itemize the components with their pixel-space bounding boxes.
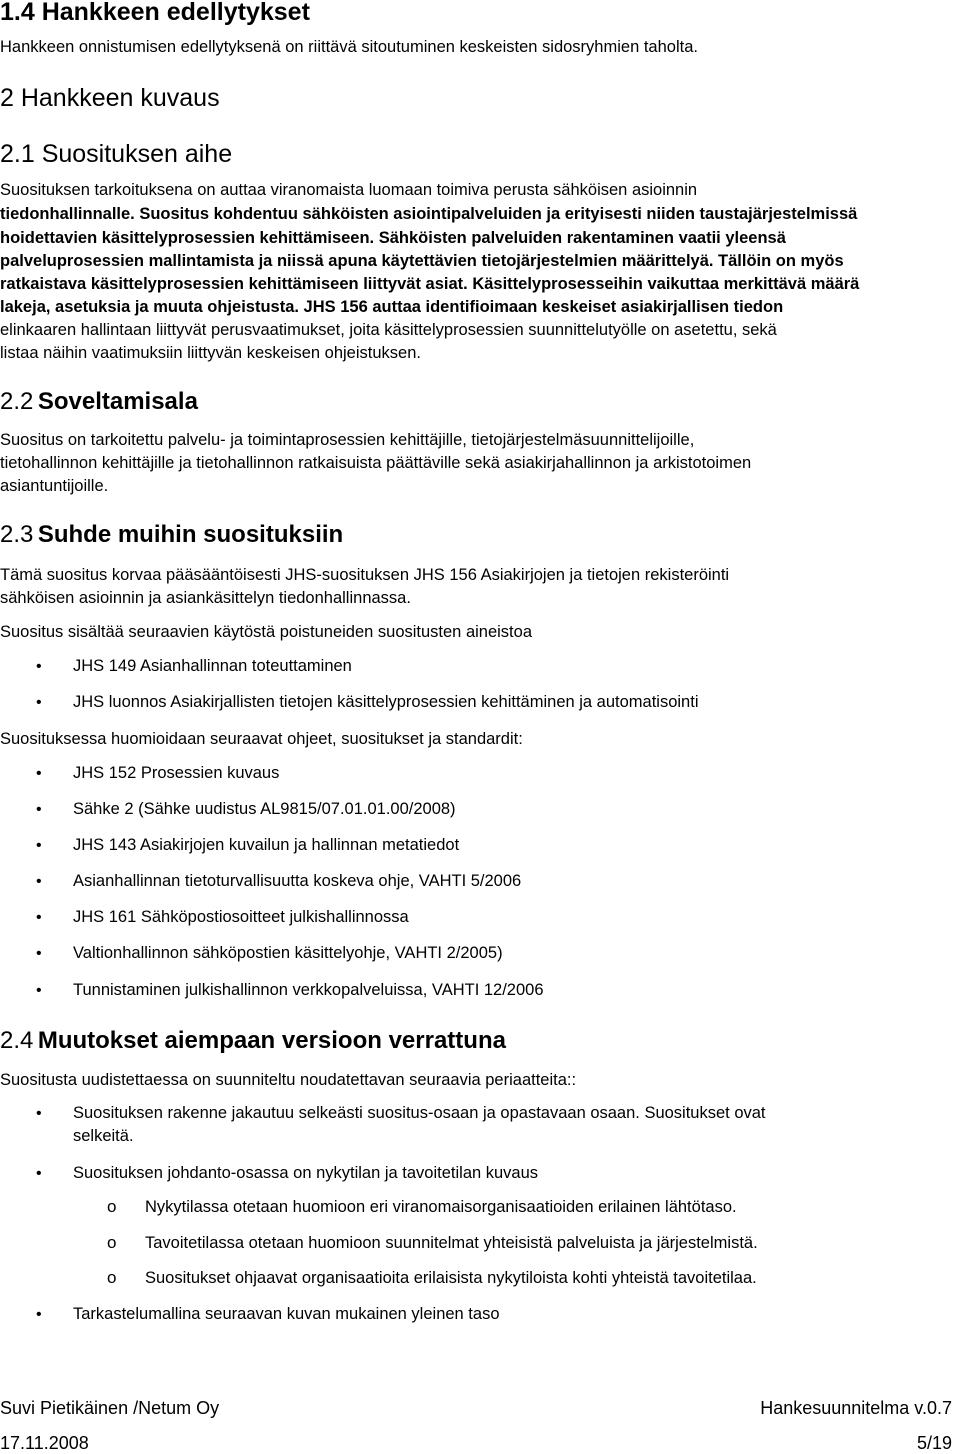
bullet-icon: •	[36, 658, 42, 675]
heading-2-2	[0, 388, 198, 416]
list-item: JHS 143 Asiakirjojen kuvailun ja hallinnan metatiedot	[73, 836, 460, 854]
sub-list-item: Suositukset ohjaavat organisaatioita erilaisista nykytiloista kohti yhteistä tavoitetilaa.	[145, 1269, 757, 1287]
paragraph-2-1-line: listaa näihin vaatimuksiin liittyvän keskeisen ohjeistuksen.	[0, 344, 421, 362]
paragraph-2-2-line: asiantuntijoille.	[0, 477, 109, 495]
paragraph-2-1-line: lakeja, asetuksia ja muuta ohjeistusta. JHS 156 auttaa identifioimaan keskeiset asiakirjallisen tiedon	[0, 298, 784, 316]
list-item: JHS 161 Sähköpostiosoitteet julkishallinnossa	[73, 908, 409, 926]
heading-2-4-title: Muutokset aiempaan versioon verrattuna	[37, 1027, 506, 1054]
paragraph-2-1-line: hoidettavien käsittelyprosessien kehittämiseen. Sähköisten palveluiden rakentaminen vaatii yleensä	[0, 229, 786, 247]
list-item: Tunnistaminen julkishallinnon verkkopalveluissa, VAHTI 12/2006	[73, 981, 544, 999]
bullet-icon: •	[36, 1306, 42, 1323]
paragraph-2-1-line: ratkaistava käsittelyprosessien kehittämiseen liittyvät asiat. Käsittelyprosesseihin vaikuttaa merkittävä määrä	[0, 275, 860, 293]
heading-2-3-title: Suhde muihin suosituksiin	[37, 521, 344, 548]
bullet-icon: •	[36, 1105, 42, 1122]
paragraph-2-1-line: palveluprosessien mallintamista ja niissä apuna käytettävien tietojärjestelmien määrittelyä. Tällöin on myös	[0, 252, 844, 270]
heading-2-4-number: 2.4	[0, 1027, 34, 1054]
list-item: Sähke 2 (Sähke uudistus AL9815/07.01.01.00/2008)	[73, 800, 456, 818]
list-item: JHS 149 Asianhallinnan toteuttaminen	[73, 657, 352, 675]
footer-date: 17.11.2008	[0, 1433, 89, 1453]
list-item: JHS 152 Prosessien kuvaus	[73, 764, 280, 782]
paragraph-2-1-line: Suosituksen tarkoituksena on auttaa viranomaista luomaan toimiva perusta sähköisen asioinnin	[0, 181, 698, 199]
bullet-icon: •	[36, 801, 42, 818]
list-item: Tarkastelumallina seuraavan kuvan mukainen yleinen taso	[73, 1305, 500, 1323]
paragraph-2-1-line: elinkaaren hallintaan liittyvät perusvaatimukset, joita käsittelyprosessien suunnittelutyölle on asetettu, sekä	[0, 321, 777, 339]
sub-bullet-icon: o	[107, 1268, 117, 1287]
paragraph-2-4-intro: Suositusta uudistettaessa on suunniteltu noudatettavan seuraavia periaatteita::	[0, 1071, 577, 1089]
bullet-icon: •	[36, 982, 42, 999]
list-item: JHS luonnos Asiakirjallisten tietojen käsittelyprosessien kehittäminen ja automatisointi	[73, 693, 699, 711]
bullet-icon: •	[36, 837, 42, 854]
paragraph-1-4: Hankkeen onnistumisen edellytyksenä on riittävä sitoutuminen keskeisten sidosryhmien taholta.	[0, 38, 698, 56]
heading-2: 2 Hankkeen kuvaus	[0, 84, 220, 112]
paragraph-2-2-line: tietohallinnon kehittäjille ja tietohallinnon ratkaisuista päättäville sekä asiakirjahallinnon ja arkistotoimen	[0, 454, 752, 472]
sub-list-item: Tavoitetilassa otetaan huomioon suunnitelmat yhteisistä palveluista ja järjestelmistä.	[145, 1234, 758, 1252]
paragraph-2-2-line: Suositus on tarkoitettu palvelu- ja toimintaprosessien kehittäjille, tietojärjestelmäsuunnittelijoille,	[0, 431, 695, 449]
bullet-icon: •	[36, 873, 42, 890]
bullet-icon: •	[36, 1165, 42, 1182]
bullet-icon: •	[36, 694, 42, 711]
sub-bullet-icon: o	[107, 1233, 117, 1252]
heading-2-4	[0, 1027, 506, 1055]
bullet-icon: •	[36, 765, 42, 782]
heading-1-4: 1.4 Hankkeen edellytykset	[0, 0, 310, 26]
heading-2-3	[0, 521, 343, 549]
footer-page-number: 5/19	[916, 1433, 952, 1453]
sub-list-item: Nykytilassa otetaan huomioon eri viranomaisorganisaatioiden erilainen lähtötaso.	[145, 1198, 737, 1216]
list-item-line: Suosituksen rakenne jakautuu selkeästi suositus-osaan ja opastavaan osaan. Suositukset ovat	[73, 1104, 766, 1122]
list-item: Valtionhallinnon sähköpostien käsittelyohje, VAHTI 2/2005)	[73, 944, 503, 962]
bullet-icon: •	[36, 909, 42, 926]
list-item: Suosituksen johdanto-osassa on nykytilan ja tavoitetilan kuvaus	[73, 1164, 539, 1182]
paragraph-2-3-line: Tämä suositus korvaa pääsääntöisesti JHS-suosituksen JHS 156 Asiakirjojen ja tietojen rekisteröinti	[0, 566, 730, 584]
paragraph-2-3-standards-intro: Suosituksessa huomioidaan seuraavat ohjeet, suositukset ja standardit:	[0, 730, 523, 748]
paragraph-2-3-intro: Suositus sisältää seuraavien käytöstä poistuneiden suositusten aineistoa	[0, 623, 532, 641]
paragraph-2-1-line: tiedonhallinnalle. Suositus kohdentuu sähköisten asiointipalveluiden ja erityisesti niiden taustajärjestelmissä	[0, 205, 858, 223]
heading-2-3-number: 2.3	[0, 521, 34, 548]
footer-author: Suvi Pietikäinen /Netum Oy	[0, 1398, 220, 1418]
footer-document-version: Hankesuunnitelma v.0.7	[760, 1398, 952, 1418]
bullet-icon: •	[36, 945, 42, 962]
sub-bullet-icon: o	[107, 1197, 117, 1216]
heading-2-2-title: Soveltamisala	[37, 388, 198, 415]
list-item: Asianhallinnan tietoturvallisuutta koskeva ohje, VAHTI 5/2006	[73, 872, 522, 890]
paragraph-2-3-line: sähköisen asioinnin ja asiankäsittelyn tiedonhallinnassa.	[0, 589, 411, 607]
heading-2-1: 2.1 Suosituksen aihe	[0, 140, 233, 168]
heading-2-2-number: 2.2	[0, 388, 34, 415]
list-item-line: selkeitä.	[73, 1127, 134, 1145]
